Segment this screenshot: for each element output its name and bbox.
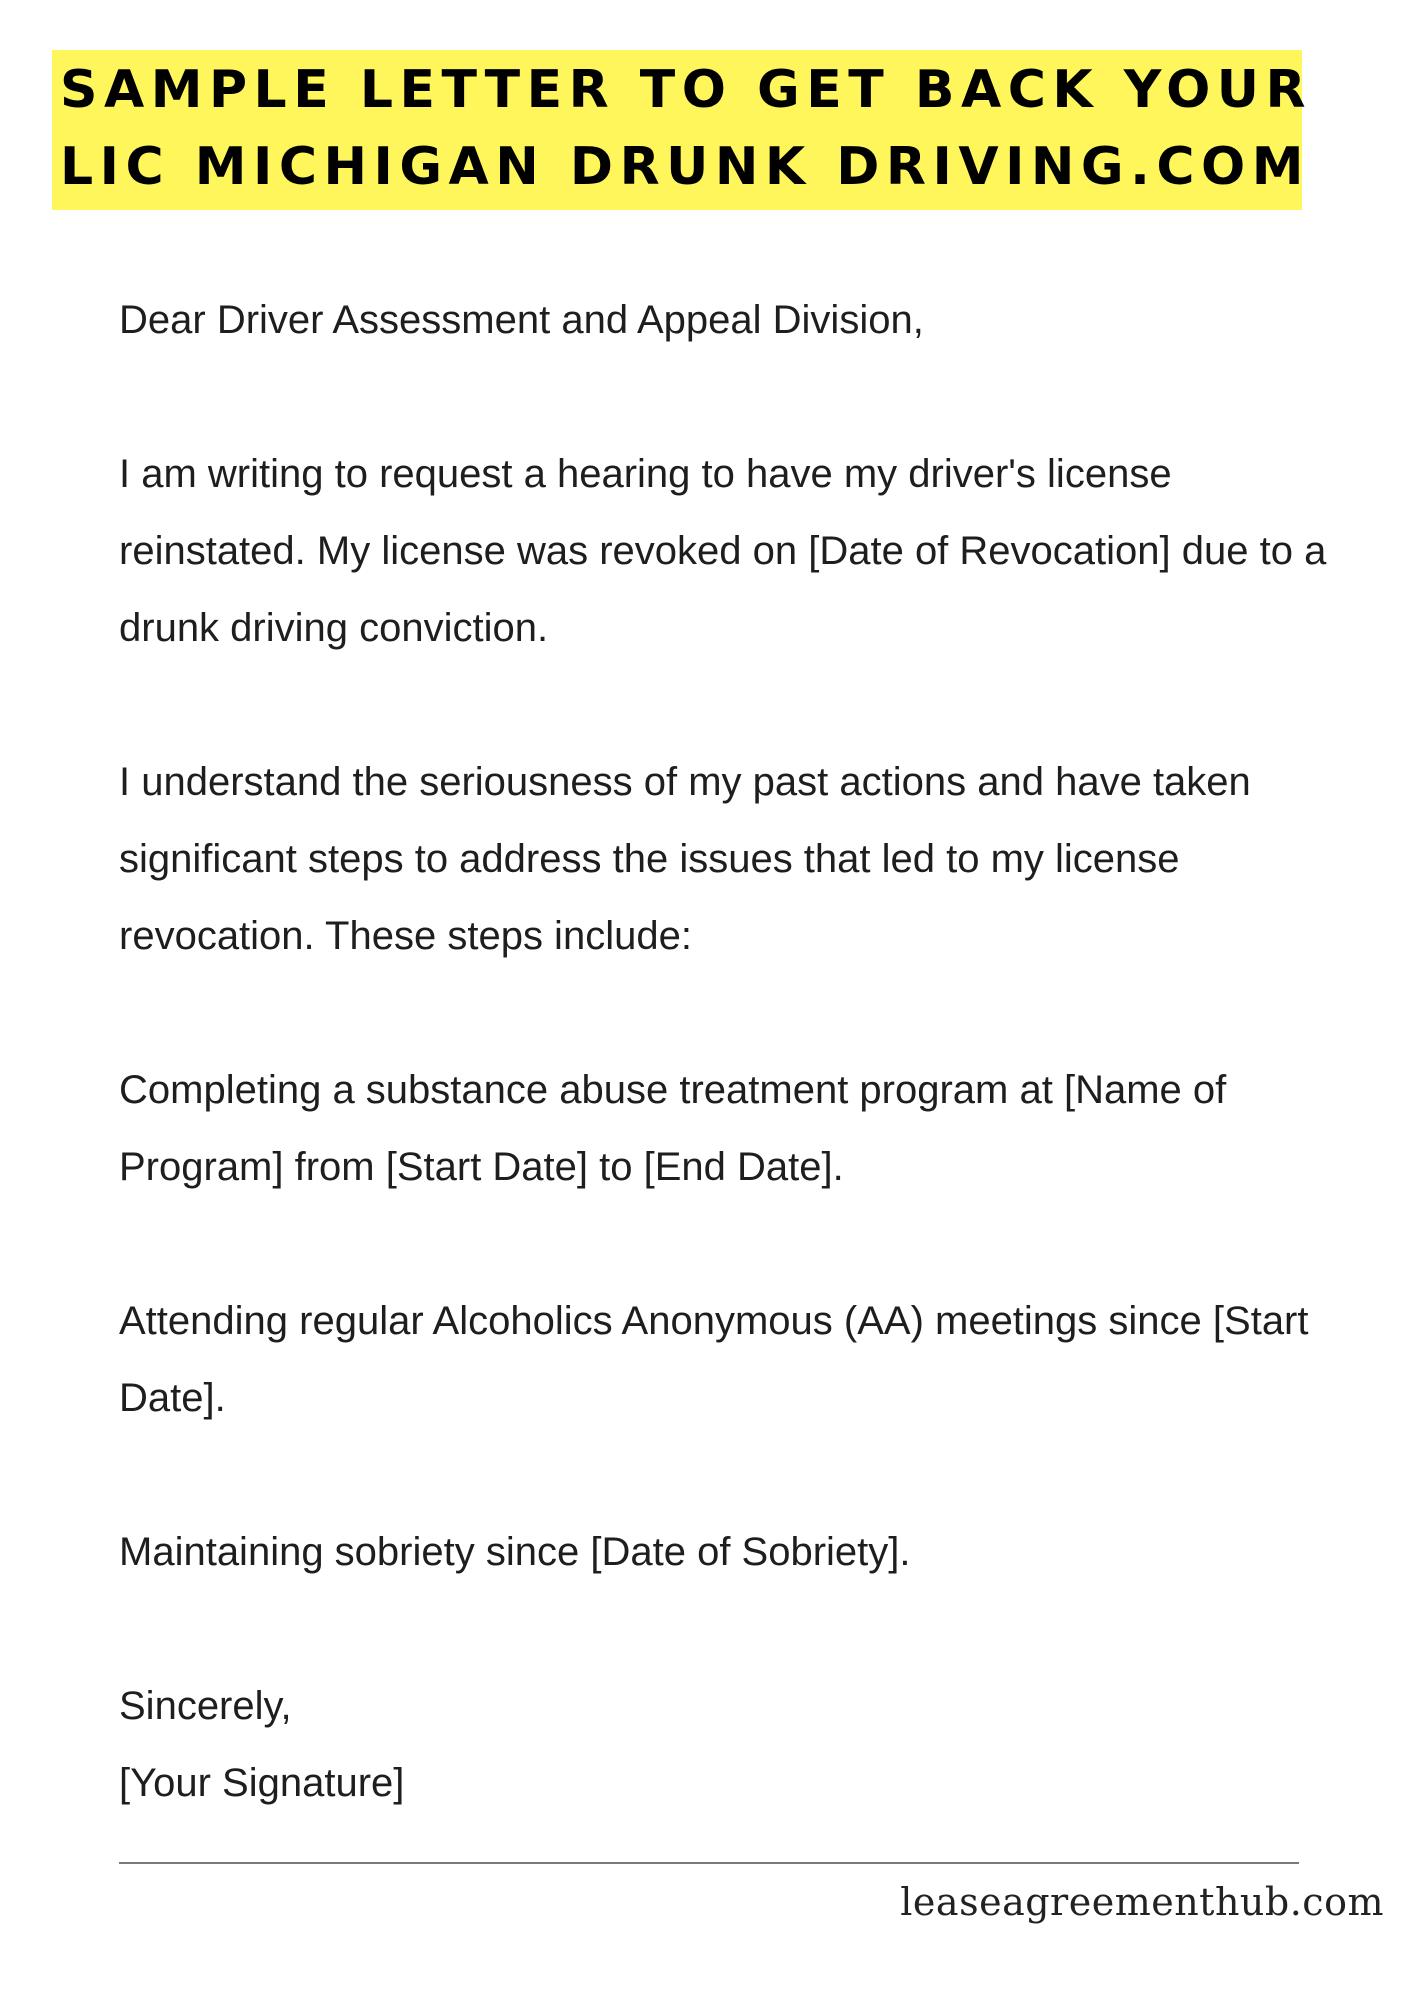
footer-site-name: leaseagreementhub.com bbox=[900, 1880, 1384, 1924]
paragraph-treatment: Completing a substance abuse treatment program at [Name of Program] from [Start Date] to [End Date]. bbox=[119, 1068, 1227, 1189]
letter-body bbox=[119, 282, 1339, 1822]
paragraph-aa-meetings: Attending regular Alcoholics Anonymous (AA) meetings since [Start Date]. bbox=[119, 1299, 1309, 1420]
title-line-1: SAMPLE LETTER TO GET BACK YOUR bbox=[60, 60, 1313, 120]
signature-placeholder: [Your Signature] bbox=[119, 1761, 405, 1805]
title-line-2: LIC MICHIGAN DRUNK DRIVING.COM bbox=[60, 137, 1310, 197]
salutation: Dear Driver Assessment and Appeal Division, bbox=[119, 298, 924, 342]
paragraph-sobriety: Maintaining sobriety since [Date of Sobriety]. bbox=[119, 1530, 911, 1574]
paragraph-request: I am writing to request a hearing to have my driver's license reinstated. My license was revoked on [Date of Revocation] due to a drunk driving conviction. bbox=[119, 452, 1327, 650]
closing: Sincerely, bbox=[119, 1684, 292, 1728]
title-banner bbox=[52, 50, 1313, 210]
footer-divider bbox=[119, 1862, 1299, 1864]
paragraph-steps-intro: I understand the seriousness of my past actions and have taken significant steps to address the issues that led to my license revocation. These steps include: bbox=[119, 760, 1251, 958]
